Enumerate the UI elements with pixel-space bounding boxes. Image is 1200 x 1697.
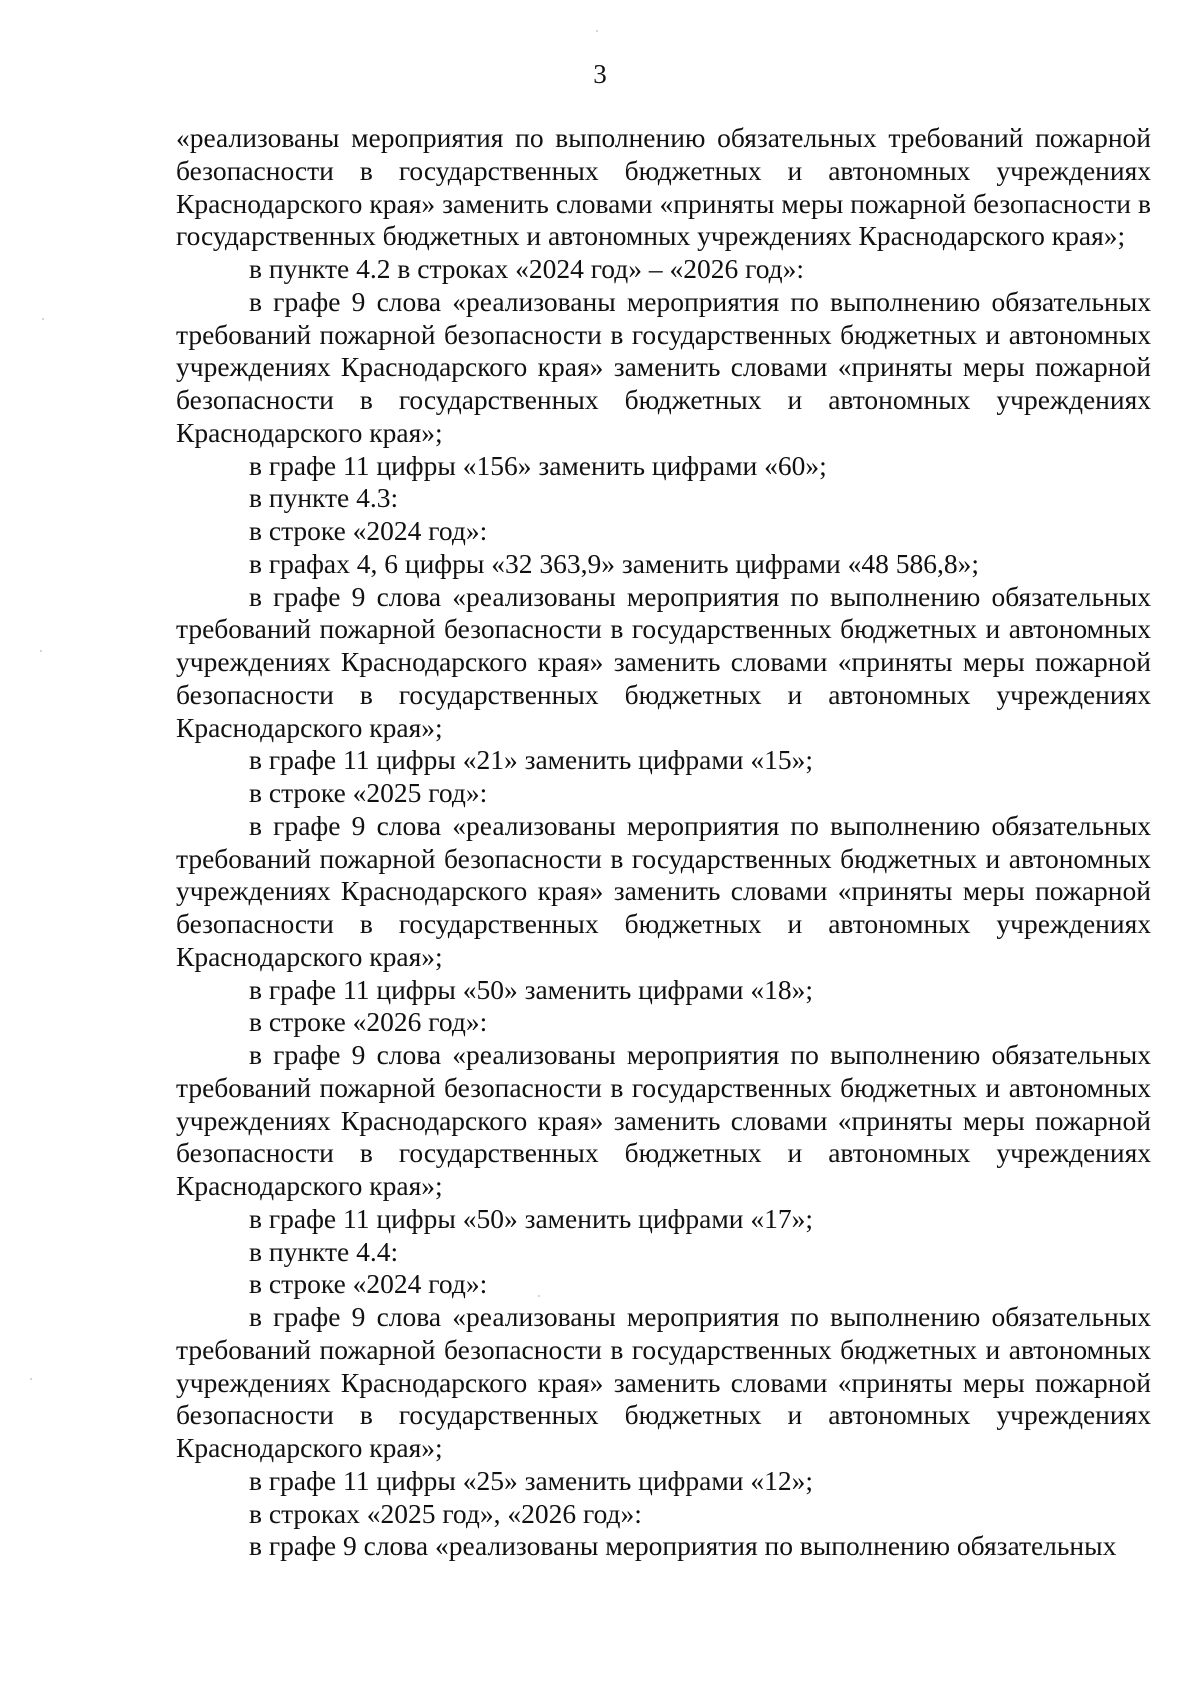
paragraph: в пункте 4.4: bbox=[249, 1235, 399, 1267]
scan-speck bbox=[596, 30, 598, 32]
paragraph: в графе 9 слова «реализованы мероприятия по выполнению обязательных требований пожарной безопасности в государственных бюджетных и автономных учреждениях Краснодарского края» заменить словами «приняты меры пожарной безопасности в государственных бюджетных и автономных учреждениях Краснодарского края»; bbox=[176, 1039, 1151, 1201]
paragraph: в графах 4, 6 цифры «32 363,9» заменить цифрами «48 586,8»; bbox=[249, 547, 979, 579]
paragraph: в строке «2024 год»: bbox=[249, 1268, 488, 1300]
paragraph: в строке «2026 год»: bbox=[249, 1006, 488, 1038]
paragraph: в графе 9 слова «реализованы мероприятия по выполнению обязательных требований пожарной безопасности в государственных бюджетных и автономных учреждениях Краснодарского края» заменить словами «приняты меры пожарной безопасности в государственных бюджетных и автономных учреждениях Краснодарского края»; bbox=[176, 580, 1151, 743]
paragraph: в графе 11 цифры «50» заменить цифрами «18»; bbox=[249, 973, 813, 1005]
paragraph: в графе 11 цифры «21» заменить цифрами «15»; bbox=[249, 744, 813, 776]
page-number: 3 bbox=[593, 59, 607, 89]
paragraph: в пункте 4.3: bbox=[249, 482, 399, 514]
scan-speck bbox=[40, 650, 42, 652]
scan-speck bbox=[30, 1378, 32, 1380]
paragraph: в графе 9 слова «реализованы мероприятия по выполнению обязательных требований пожарной безопасности в государственных бюджетных и автономных учреждениях Краснодарского края» заменить словами «приняты меры пожарной безопасности в государственных бюджетных и автономных учреждениях Краснодарского края»; bbox=[176, 285, 1151, 448]
paragraph: в пункте 4.2 в строках «2024 год» – «2026 год»: bbox=[249, 253, 805, 284]
scan-speck bbox=[42, 318, 44, 320]
paragraph: в строках «2025 год», «2026 год»: bbox=[249, 1497, 642, 1529]
paragraph: в графе 11 цифры «156» заменить цифрами «60»; bbox=[249, 449, 827, 481]
paragraph: «реализованы мероприятия по выполнению обязательных требований пожарной безопасности в государственных бюджетных и автономных учреждениях Краснодарского края» заменить словами «приняты меры пожарной безопасности в государственных бюджетных и автономных учреждениях Краснодарского края»; bbox=[176, 122, 1151, 252]
paragraph: в строке «2025 год»: bbox=[249, 777, 488, 808]
paragraph: в графе 9 слова «реализованы мероприятия по выполнению обязательных bbox=[249, 1530, 1117, 1562]
paragraph: в графе 11 цифры «25» заменить цифрами «12»; bbox=[249, 1464, 813, 1496]
paragraph: в графе 9 слова «реализованы мероприятия по выполнению обязательных требований пожарной безопасности в государственных бюджетных и автономных учреждениях Краснодарского края» заменить словами «приняты меры пожарной безопасности в государственных бюджетных и автономных учреждениях Краснодарского края»; bbox=[176, 809, 1151, 972]
document-body bbox=[176, 122, 1151, 1563]
paragraph: в графе 11 цифры «50» заменить цифрами «17»; bbox=[249, 1202, 813, 1234]
paragraph: в строке «2024 год»: bbox=[249, 515, 488, 546]
paragraph: в графе 9 слова «реализованы мероприятия по выполнению обязательных требований пожарной безопасности в государственных бюджетных и автономных учреждениях Краснодарского края» заменить словами «приняты меры пожарной безопасности в государственных бюджетных и автономных учреждениях Краснодарского края»; bbox=[176, 1301, 1151, 1463]
